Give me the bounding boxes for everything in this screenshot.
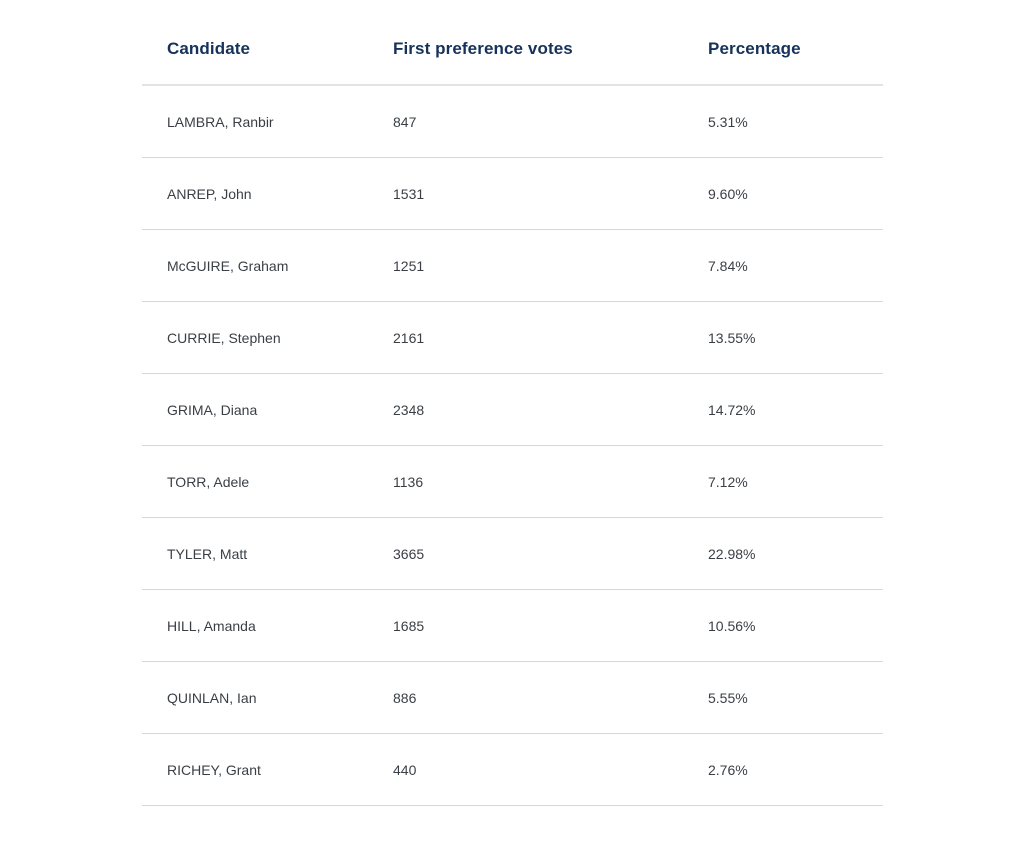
vote-count: 3665	[393, 545, 425, 562]
table-row	[142, 230, 883, 302]
vote-count: 886	[393, 689, 417, 706]
candidate-name: HILL, Amanda	[167, 617, 256, 634]
vote-count: 440	[393, 761, 417, 778]
table-row	[142, 302, 883, 374]
table-header-row	[142, 14, 883, 86]
table-row	[142, 590, 883, 662]
vote-percentage: 14.72%	[708, 401, 756, 418]
table-row	[142, 518, 883, 590]
header-first-preference-votes: First preference votes	[393, 39, 573, 58]
vote-percentage: 9.60%	[708, 185, 748, 202]
results-table	[142, 14, 883, 806]
vote-percentage: 2.76%	[708, 761, 748, 778]
vote-count: 1685	[393, 617, 425, 634]
table-row	[142, 734, 883, 806]
vote-percentage: 5.31%	[708, 113, 748, 130]
vote-count: 1136	[393, 473, 424, 490]
candidate-name: CURRIE, Stephen	[167, 329, 281, 346]
vote-percentage: 5.55%	[708, 689, 748, 706]
candidate-name: McGUIRE, Graham	[167, 257, 289, 274]
header-percentage: Percentage	[708, 39, 801, 58]
vote-percentage: 13.55%	[708, 329, 756, 346]
candidate-name: QUINLAN, Ian	[167, 689, 257, 706]
table-row	[142, 158, 883, 230]
vote-percentage: 7.12%	[708, 473, 748, 490]
vote-percentage: 10.56%	[708, 617, 756, 634]
candidate-name: ANREP, John	[167, 185, 252, 202]
table-row	[142, 662, 883, 734]
table-row	[142, 374, 883, 446]
candidate-name: TORR, Adele	[167, 473, 250, 490]
table-row	[142, 86, 883, 158]
vote-count: 2161	[393, 329, 425, 346]
candidate-name: GRIMA, Diana	[167, 401, 258, 418]
candidate-name: LAMBRA, Ranbir	[167, 113, 274, 130]
vote-count: 1251	[393, 257, 425, 274]
table-row	[142, 446, 883, 518]
vote-percentage: 22.98%	[708, 545, 756, 562]
header-candidate: Candidate	[167, 39, 251, 58]
candidate-name: RICHEY, Grant	[167, 761, 261, 778]
vote-percentage: 7.84%	[708, 257, 748, 274]
vote-count: 1531	[393, 185, 425, 202]
candidate-name: TYLER, Matt	[167, 545, 248, 562]
vote-count: 847	[393, 113, 417, 130]
vote-count: 2348	[393, 401, 425, 418]
